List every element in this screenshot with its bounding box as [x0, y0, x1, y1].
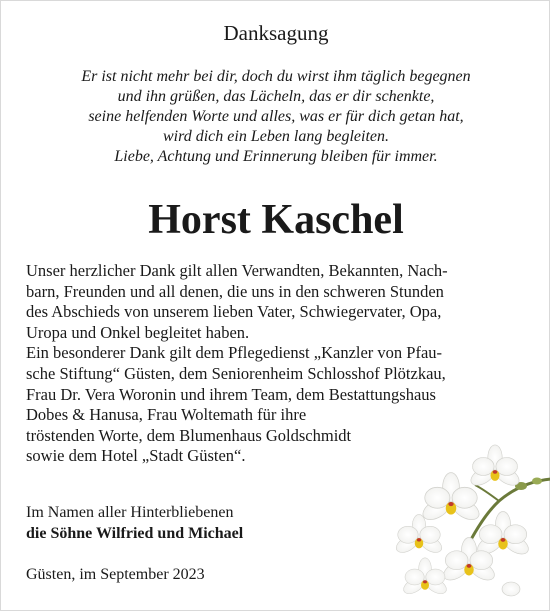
signature-block: [26, 502, 243, 544]
signature-names: die Söhne Wilfried und Michael: [26, 525, 244, 542]
thanks-line: sowie dem Hotel „Stadt Güsten“.: [26, 446, 246, 466]
poem: [1, 67, 550, 167]
thanks-line: Frau Dr. Vera Woronin und ihrem Team, dem Bestattungshaus: [26, 384, 436, 404]
poem-line: Liebe, Achtung und Erinnerung bleiben für immer.: [114, 148, 438, 165]
notice-heading: Danksagung: [223, 21, 329, 45]
poem-line: Er ist nicht mehr bei dir, doch du wirst ihm täglich begegnen: [81, 68, 471, 85]
thanks-line: Ein besonderer Dank gilt dem Pflegedienst „Kanzler von Pfau-: [26, 343, 443, 363]
place-date: Güsten, im September 2023: [26, 566, 205, 583]
thanks-line: Uropa und Onkel begleitet haben.: [26, 322, 250, 342]
thanks-line: sche Stiftung“ Güsten, dem Seniorenheim Schlosshof Plötzkau,: [26, 363, 446, 383]
thanks-line: Unser herzlicher Dank gilt allen Verwandten, Bekannten, Nach-: [26, 261, 448, 280]
thanks-line: Dobes & Hanusa, Frau Woltemath für ihre: [26, 405, 307, 425]
poem-line: und ihn grüßen, das Lächeln, das er dir schenkte,: [117, 88, 435, 105]
signature-intro: Im Namen aller Hinterbliebenen: [26, 504, 234, 521]
thanks-line: barn, Freunden und all denen, die uns in den schweren Stunden: [26, 281, 444, 301]
poem-line: seine helfenden Worte und alles, was er für dich getan hat,: [88, 108, 464, 125]
thanks-line: tröstenden Worte, dem Blumenhaus Goldschmidt: [26, 425, 352, 445]
thanks-line: des Abschieds von unserem lieben Vater, Schwiegervater, Opa,: [26, 302, 442, 322]
orchid-flowers-icon: [391, 439, 550, 611]
poem-line: wird dich ein Leben lang begleiten.: [162, 128, 390, 145]
thanks-text: [26, 261, 536, 467]
deceased-name: Horst Kaschel: [148, 197, 404, 243]
